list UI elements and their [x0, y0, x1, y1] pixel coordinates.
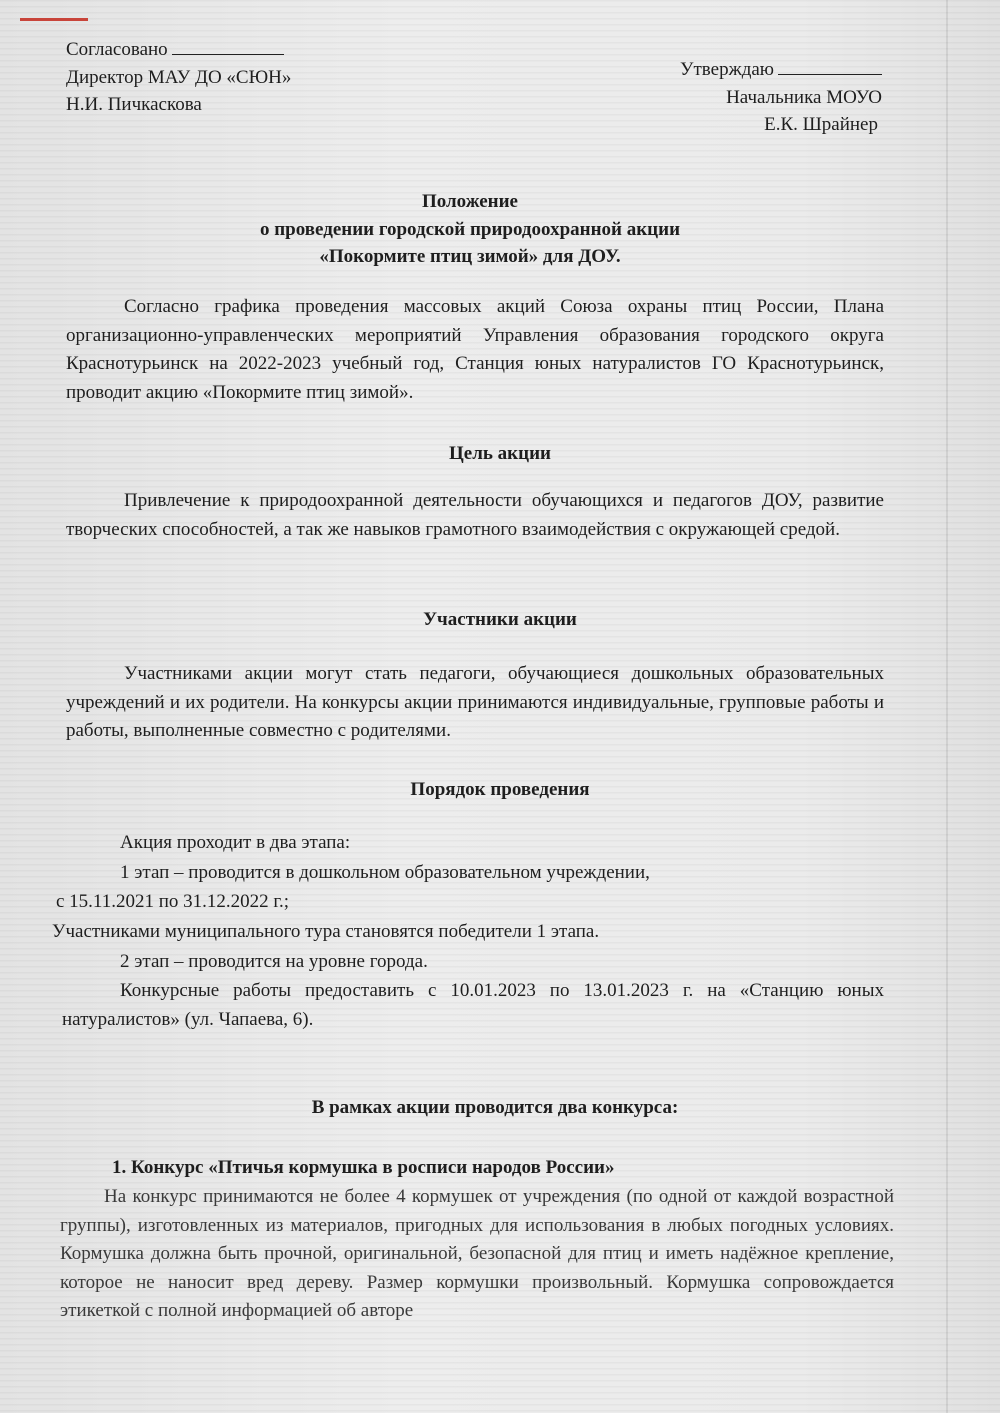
approval-left-position: Директор МАУ ДО «СЮН»: [66, 66, 292, 88]
approval-left-block: [66, 36, 386, 119]
procedure-heading: Порядок проведения: [410, 779, 590, 800]
procedure-line-3: с 15.11.2021 по 31.12.2022 г.;: [56, 891, 290, 912]
goal-paragraph: [66, 487, 884, 544]
contests-heading: В рамках акции проводится два конкурса:: [311, 1097, 679, 1118]
document-title: [60, 188, 880, 271]
signature-line-right: [778, 56, 882, 75]
participants-text: Участниками акции могут стать педагоги, обучающиеся дошкольных образовательных учреждений и их родители. На конкурсы акции принимаются индивидуальные, групповые работы и работы, выполненные совместно с родителями.: [66, 663, 884, 741]
procedure-line-2: 1 этап – проводится в дошкольном образовательном учреждении,: [120, 862, 650, 883]
approval-left-name: Н.И. Пичкаскова: [66, 94, 202, 116]
title-line-1: Положение: [421, 191, 518, 212]
intro-paragraph: [66, 293, 884, 407]
procedure-paragraph-6: [62, 977, 884, 1034]
procedure-line-5: 2 этап – проводится на уровне города.: [120, 951, 428, 972]
scan-dot-mark: [36, 1360, 44, 1368]
approval-right-label-row: [600, 56, 882, 84]
participants-paragraph: [66, 660, 884, 746]
title-line-3: «Покормите птиц зимой» для ДОУ.: [319, 246, 621, 268]
approval-left-label-row: [66, 36, 386, 64]
approval-right-label: Утверждаю: [680, 59, 774, 80]
scan-edge-shadow: [946, 0, 948, 1413]
participants-heading: Участники акции: [423, 609, 577, 630]
approval-right-name: Е.К. Шрайнер: [764, 114, 878, 136]
procedure-line-1: Акция проходит в два этапа:: [120, 832, 351, 853]
contest-1-title: 1. Конкурс «Птичья кормушка в росписи народов России»: [112, 1157, 615, 1178]
title-line-2: о проведении городской природоохранной акции: [259, 218, 681, 240]
contest-1-paragraph: [60, 1183, 894, 1326]
goal-text: Привлечение к природоохранной деятельности обучающихся и педагогов ДОУ, развитие творческих способностей, а так же навыков грамотного взаимодействия с окружающей средой.: [66, 490, 884, 540]
approval-right-position: Начальника МОУО: [726, 86, 882, 108]
contest-1-text: На конкурс принимаются не более 4 кормушек от учреждения (по одной от каждой возрастной группы), изготовленных из материалов, пригодных для использования в любых погодных условиях. Кормушка должна быть прочной, оригинальной, безопасной для птиц и иметь надёжное крепление, которое не наносит вред дереву. Размер кормушки произвольный. Кормушка сопровождается этикеткой с полной информацией об авторе: [60, 1186, 894, 1321]
approval-left-label: Согласовано: [66, 39, 168, 60]
approval-right-block: [600, 56, 882, 139]
procedure-line-6: Конкурсные работы предоставить с 10.01.2023 по 13.01.2023 г. на «Станцию юных натуралистов» (ул. Чапаева, 6).: [62, 980, 884, 1030]
procedure-line-4: Участниками муниципального тура становятся победители 1 этапа.: [52, 921, 600, 942]
goal-heading: Цель акции: [449, 443, 551, 464]
signature-line-left: [172, 36, 284, 55]
scan-edge-mark: [20, 18, 88, 21]
intro-text: Согласно графика проведения массовых акций Союза охраны птиц России, Плана организационно-управленческих мероприятий Управления образования городского округа Краснотурьинск на 2022-2023 учебный год, Станция юных натуралистов ГО Краснотурьинск, проводит акцию «Покормите птиц зимой».: [66, 296, 884, 403]
